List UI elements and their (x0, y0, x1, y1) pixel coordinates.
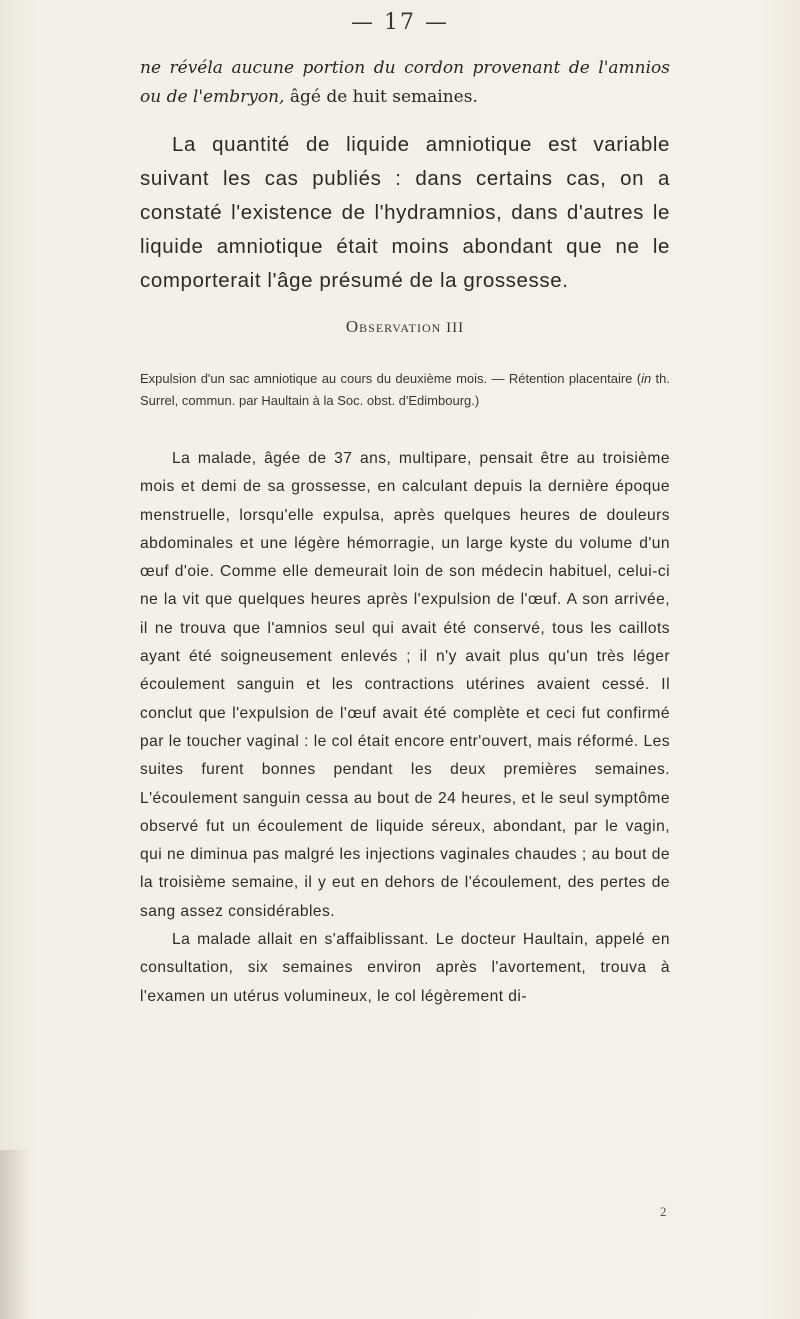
page-number: — 17 — (351, 10, 449, 35)
summary-part-2: th. Surrel, commun. par Haultain à la Soc. obst. d'Edimbourg.) (140, 371, 670, 408)
intro-rest: âgé de huit semaines. (284, 87, 478, 107)
intro-italic: ne révéla aucune portion du cordon provenant de l'amnios ou de l'embryon, (140, 58, 670, 107)
observation-body (140, 445, 670, 1011)
observation-title-word: Observation (345, 317, 442, 336)
body-paragraph-1: La malade, âgée de 37 ans, multipare, pensait être au troisième mois et demi de sa grossesse, en calculant depuis la dernière époque menstruelle, lorsqu'elle expulsa, après quelques heures de douleurs abdominales et une légère hémorragie, un large kyste du volume d'un œuf d'oie. Comme elle demeurait loin de son médecin habituel, celui-ci ne la vit que quelques heures après l'expulsion de l'œuf. A son arrivée, il ne trouva que l'amnios seul qui avait été conservé, tous les caillots ayant été soigneusement enlevés ; il n'y avait plus qu'un très léger écoulement sanguin et les contractions utérines avaient cessé. Il conclut que l'expulsion de l'œuf avait été complète et ceci fut confirmé par le toucher vaginal : le col était encore entr'ouvert, mais réformé. Les suites furent bonnes pendant les deux premières semaines. L'écoulement sanguin cessa au bout de 24 heures, et le seul symptôme observé fut un écoulement de liquide séreux, abondant, par le vagin, qui ne diminua pas malgré les injections vaginales chaudes ; au bout de la troisième semaine, il y eut en dehors de l'écoulement, des pertes de sang assez considérables. (140, 450, 670, 920)
signature-mark: 2 (660, 1204, 667, 1219)
paragraph-amniotic-liquid: La quantité de liquide amniotique est variable suivant les cas publiés : dans certains cas, on a constaté l'existence de l'hydramnios, dans d'autres le liquide amniotique était moins abondant que ne le comporterait l'âge présumé de la grossesse. (140, 133, 670, 292)
intro-text (140, 54, 670, 112)
observation-title-number: III (446, 320, 465, 336)
observation-title (140, 317, 670, 337)
binding-shadow (0, 1150, 30, 1319)
summary-italic: in (641, 371, 652, 386)
summary-part-1: Expulsion d'un sac amniotique au cours du deuxième mois. — Rétention placentaire ( (140, 371, 642, 386)
observation-summary (140, 368, 670, 412)
body-paragraph-2: La malade allait en s'affaiblissant. Le docteur Haultain, appelé en consultation, six semaines environ après l'avortement, trouva à l'examen un utérus volumineux, le col légèrement di- (140, 931, 670, 1005)
